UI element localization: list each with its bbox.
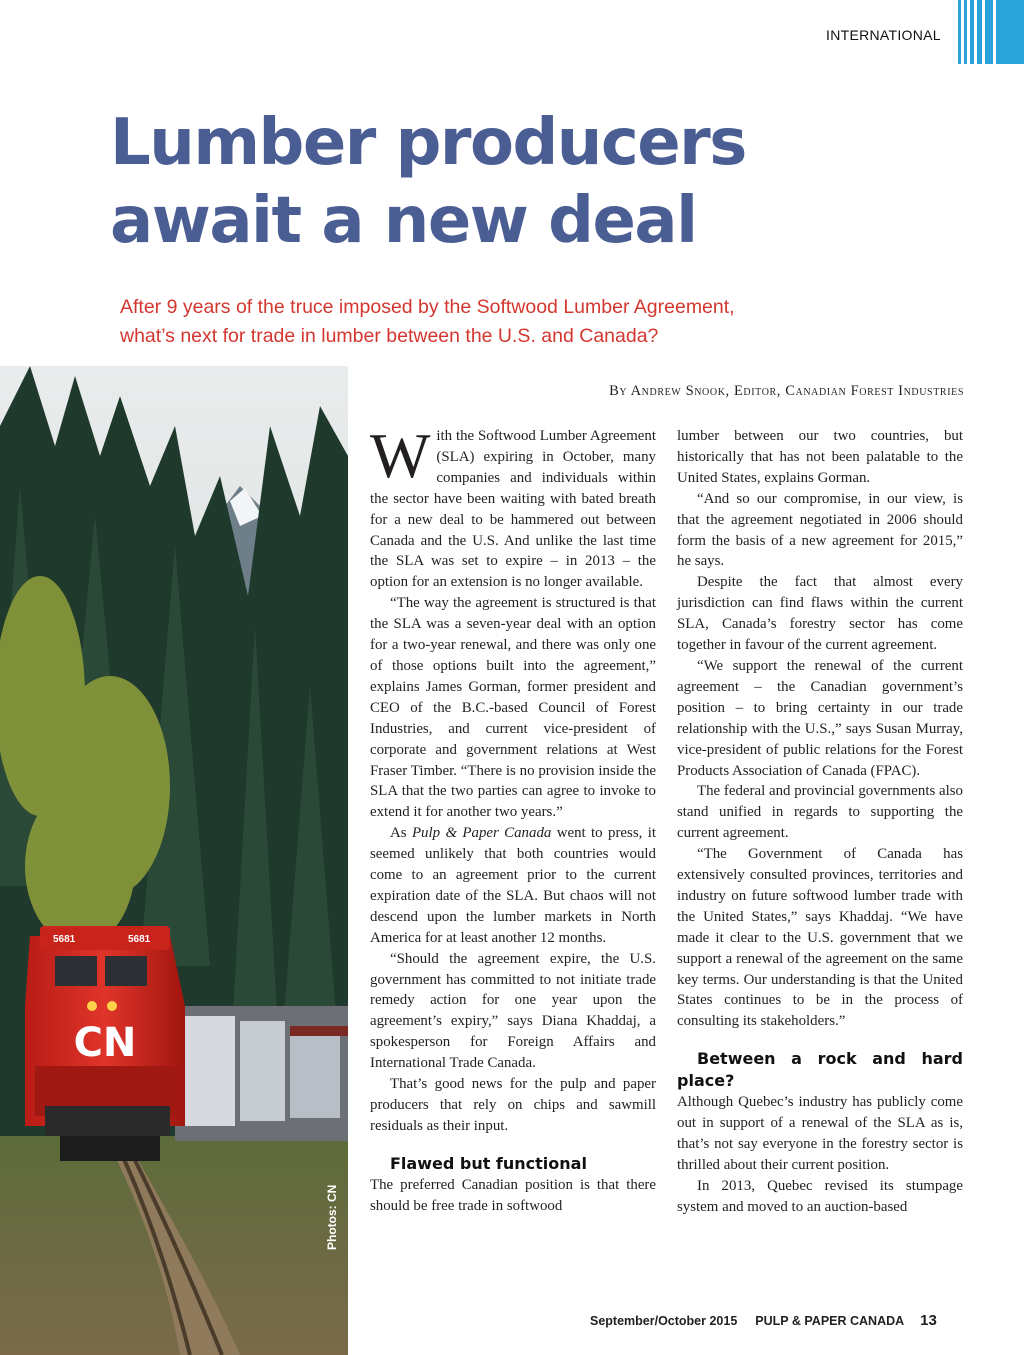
deck-line-2: what’s next for trade in lumber between the U.S. and Canada? [120, 325, 659, 347]
locomotive-logo: CN [73, 1020, 137, 1066]
section-label: INTERNATIONAL [826, 27, 941, 43]
subhead-rock: Between a rock and hard place? [677, 1049, 963, 1091]
header-stripes [958, 0, 1024, 64]
locomotive-number-left: 5681 [53, 934, 76, 945]
col1-paragraph: The preferred Canadian position is that there should be free trade in softwood [370, 1176, 656, 1214]
article-column-2 [677, 426, 963, 1218]
col1-paragraph: “Should the agreement expire, the U.S. government has committed to not initiate trade remedy action for one year upon the agreement’s expiry,” says Diana Khaddaj, a spokesperson for Foreign Affairs and International Trade Canada. [370, 950, 656, 1072]
page-footer [590, 1312, 962, 1329]
col2-paragraph: “The Government of Canada has extensively consulted provinces, territories and industry on future softwood lumber trade with the United States,” says Khaddaj. “We have made it clear to the U.S. government that we support a renewal of the agreement on the same key terms. Our understanding is that the United States continues to be in the process of consulting its stakeholders.” [677, 846, 963, 1030]
col1-paragraph: “The way the agreement is structured is that the SLA was a seven-year deal with an option for a two-year renewal, and there was only one of those options built into the agreement,” explains James Gorman, former president and CEO of the B.C.-based Council of Forest Industries, and current vice-president of corporate and government relations at West Fraser Timber. “There is no provision inside the SLA that the two parties can agree to invoke to extend it for another two years.” [370, 595, 656, 821]
page-number: 13 [920, 1312, 937, 1329]
train-illustration [0, 366, 348, 1355]
title-line-2: await a new deal [110, 184, 697, 258]
locomotive-number-right: 5681 [128, 934, 151, 945]
article-deck [120, 293, 880, 351]
article-column-1 [370, 420, 656, 1217]
col1-p1-text: ith the Softwood Lumber Agreement (SLA) expiring in October, many companies and individuals within the sector have been waiting with bated breath for a new deal to be hammered out between Canada and the U.S. And unlike the last time the SLA was set to expire – in 2013 – the option for an extension is no longer available. [370, 428, 656, 591]
col2-paragraph: “And so our compromise, in our view, is that the agreement negotiated in 2006 should form the basis of a new agreement for 2015,” he says. [677, 490, 963, 570]
publication-name: Pulp & Paper Canada [411, 825, 552, 842]
byline: By Andrew Snook, Editor, Canadian Forest Industries [609, 383, 964, 399]
train-photo [0, 366, 348, 1355]
article-title [110, 104, 890, 260]
col2-paragraph: lumber between our two countries, but historically that has not been palatable to the United States, explains Gorman. [677, 428, 963, 486]
col1-paragraph [370, 823, 656, 948]
photo-credit: Photos: CN [325, 1184, 339, 1250]
issue-date: September/October 2015 [590, 1314, 738, 1328]
col1-p3-pre: As [390, 825, 412, 842]
col2-paragraph: The federal and provincial governments also stand unified in regards to supporting the current agreement. [677, 783, 963, 842]
col2-paragraph: “We support the renewal of the current agreement – the Canadian government’s position – to bring certainty in our trade relationship with the U.S.,” says Susan Murray, vice-president of public relations for the Forest Products Association of Canada (FPAC). [677, 657, 963, 779]
col1-paragraph: That’s good news for the pulp and paper producers that rely on chips and sawmill residuals as their input. [370, 1076, 656, 1134]
title-line-1: Lumber producers [110, 106, 746, 180]
col1-p3-post: went to press, it seemed unlikely that both countries would come to an agreement prior to the current expiration date of the SLA. But chaos will not descend upon the lumber markets in North America for at least another 12 months. [370, 825, 656, 946]
drop-cap: W [370, 420, 431, 491]
col2-paragraph: In 2013, Quebec revised its stumpage system and moved to an auction-based [677, 1177, 963, 1215]
col1-paragraph [370, 420, 656, 593]
deck-line-1: After 9 years of the truce imposed by the Softwood Lumber Agreement, [120, 296, 735, 318]
col2-paragraph: Although Quebec’s industry has publicly come out in support of a renewal of the SLA as is, that’s not say everyone in the forestry sector is thrilled about their current position. [677, 1094, 963, 1173]
col2-paragraph: Despite the fact that almost every jurisdiction can find flaws within the current SLA, Canada’s forestry sector has come together in favour of the current agreement. [677, 574, 963, 654]
subhead-flawed: Flawed but functional [390, 1153, 587, 1173]
publication-name-footer: PULP & PAPER CANADA [755, 1314, 905, 1328]
